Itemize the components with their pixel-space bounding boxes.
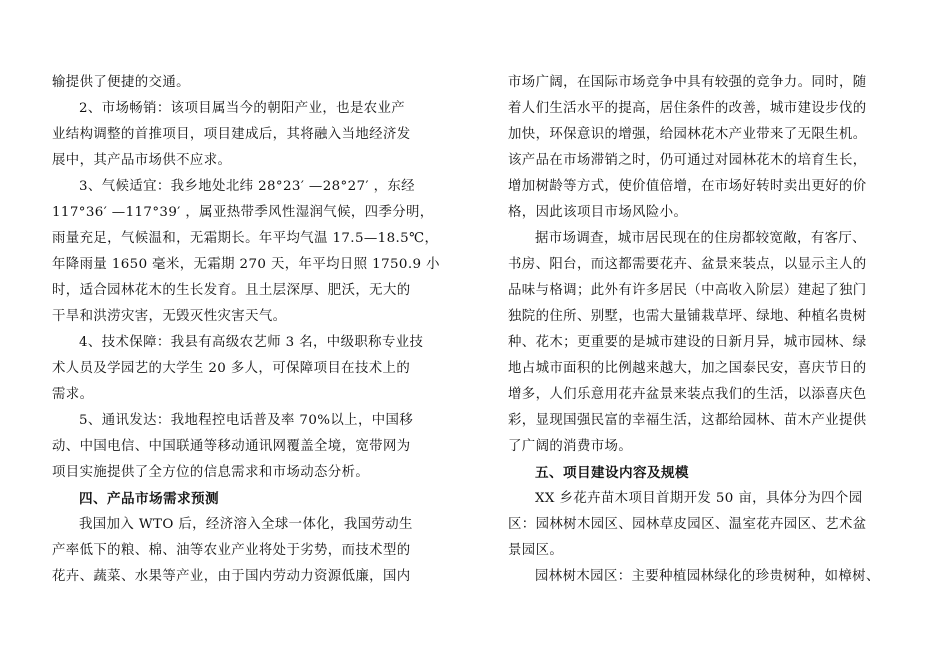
text-line: 5、通讯发达：我地程控电话普及率 70%以上，中国移: [79, 413, 414, 428]
text-line: 该产品在市场滞销之时，仍可通过对园林花木的培育生长，: [508, 153, 867, 168]
text-line: 据市场调查，城市居民现在的住房都较宽敞，有客厅、: [535, 231, 866, 246]
text-line: 2、市场畅销：该项目属当今的朝阳产业，也是农业产: [79, 101, 406, 116]
text-line: 彩，显现国强民富的幸福生活，这都给园林、苗木产业提供: [508, 413, 867, 428]
text-line: 景园区。: [508, 543, 564, 558]
text-line: 着人们生活水平的提高，居住条件的改善，城市建设步伐的: [508, 101, 867, 116]
text-line: 我国加入 WTO 后，经济溶入全球一体化，我国劳动生: [79, 517, 413, 532]
text-line: 4、技术保障：我县有高级农艺师 3 名，中级职称专业技: [79, 335, 424, 350]
text-line: 种、花木；更重要的是城市建设的日新月异，城市园林、绿: [508, 335, 867, 350]
text-line: 需求。: [52, 387, 94, 402]
text-line: 市场广阔，在国际市场竞争中具有较强的竞争力。同时，随: [508, 75, 867, 90]
text-line: 园林树木园区：主要种植园林绿化的珍贵树种，如樟树、: [535, 569, 880, 584]
left-column: [52, 70, 440, 590]
section-heading: 四、产品市场需求预测: [79, 491, 219, 507]
text-line: 增加树龄等方式，使价值倍增，在市场好转时卖出更好的价: [508, 179, 867, 194]
text-line: XX 乡花卉苗木项目首期开发 50 亩，具体分为四个园: [535, 491, 863, 506]
text-line: 项目实施提供了全方位的信息需求和市场动态分析。: [52, 465, 370, 480]
text-line: 增多，人们乐意用花卉盆景来装点我们的生活，以添喜庆色: [508, 387, 867, 402]
text-line: 年降雨量 1650 毫米，无霜期 270 天，年平均日照 1750.9 小: [52, 257, 440, 272]
text-line: 区：园林树木园区、园林草皮园区、温室花卉园区、艺术盆: [508, 517, 867, 532]
text-line: 独院的住所、别墅，也需大量铺栽草坪、绿地、种植名贵树: [508, 309, 867, 324]
text-line: 加快，环保意识的增强，给园林花木产业带来了无限生机。: [508, 127, 867, 142]
text-line: 动、中国电信、中国联通等移动通讯网覆盖全境，宽带网为: [52, 439, 411, 454]
text-line: 花卉、蔬菜、水果等产业，由于国内劳动力资源低廉，国内: [52, 569, 411, 584]
text-line: 时，适合园林花木的生长发育。且土层深厚、肥沃，无大的: [52, 283, 411, 298]
right-column: [508, 70, 880, 590]
text-line: 格，因此该项目市场风险小。: [508, 205, 688, 220]
text-line: 地占城市面积的比例越来越大，加之国泰民安，喜庆节日的: [508, 361, 867, 376]
text-line: 输提供了便捷的交通。: [52, 75, 190, 90]
text-line: 干旱和洪涝灾害，无毁灭性灾害天气。: [52, 309, 287, 324]
text-line: 了广阔的消费市场。: [508, 439, 633, 454]
text-line: 术人员及学园艺的大学生 20 多人，可保障项目在技术上的: [52, 361, 411, 376]
text-line: 品味与格调；此外有许多居民（中高收入阶层）建起了独门: [508, 283, 867, 298]
text-line: 展中，其产品市场供不应求。: [52, 153, 232, 168]
text-line: 书房、阳台，而这都需要花卉、盆景来装点，以显示主人的: [508, 257, 867, 272]
text-line: 雨量充足，气候温和，无霜期长。年平均气温 17.5—18.5℃，: [52, 231, 439, 246]
text-line: 业结构调整的首推项目，项目建成后，其将融入当地经济发: [52, 127, 411, 142]
text-line: 3、气候适宜：我乡地处北纬 28°23′ —28°27′ ，东经: [79, 179, 415, 194]
text-line: 产率低下的粮、棉、油等农业产业将处于劣势，而技术型的: [52, 543, 411, 558]
section-heading: 五、项目建设内容及规模: [535, 465, 689, 481]
text-line: 117°36′ —117°39′ ，属亚热带季风性湿润气候，四季分明，: [52, 205, 434, 220]
